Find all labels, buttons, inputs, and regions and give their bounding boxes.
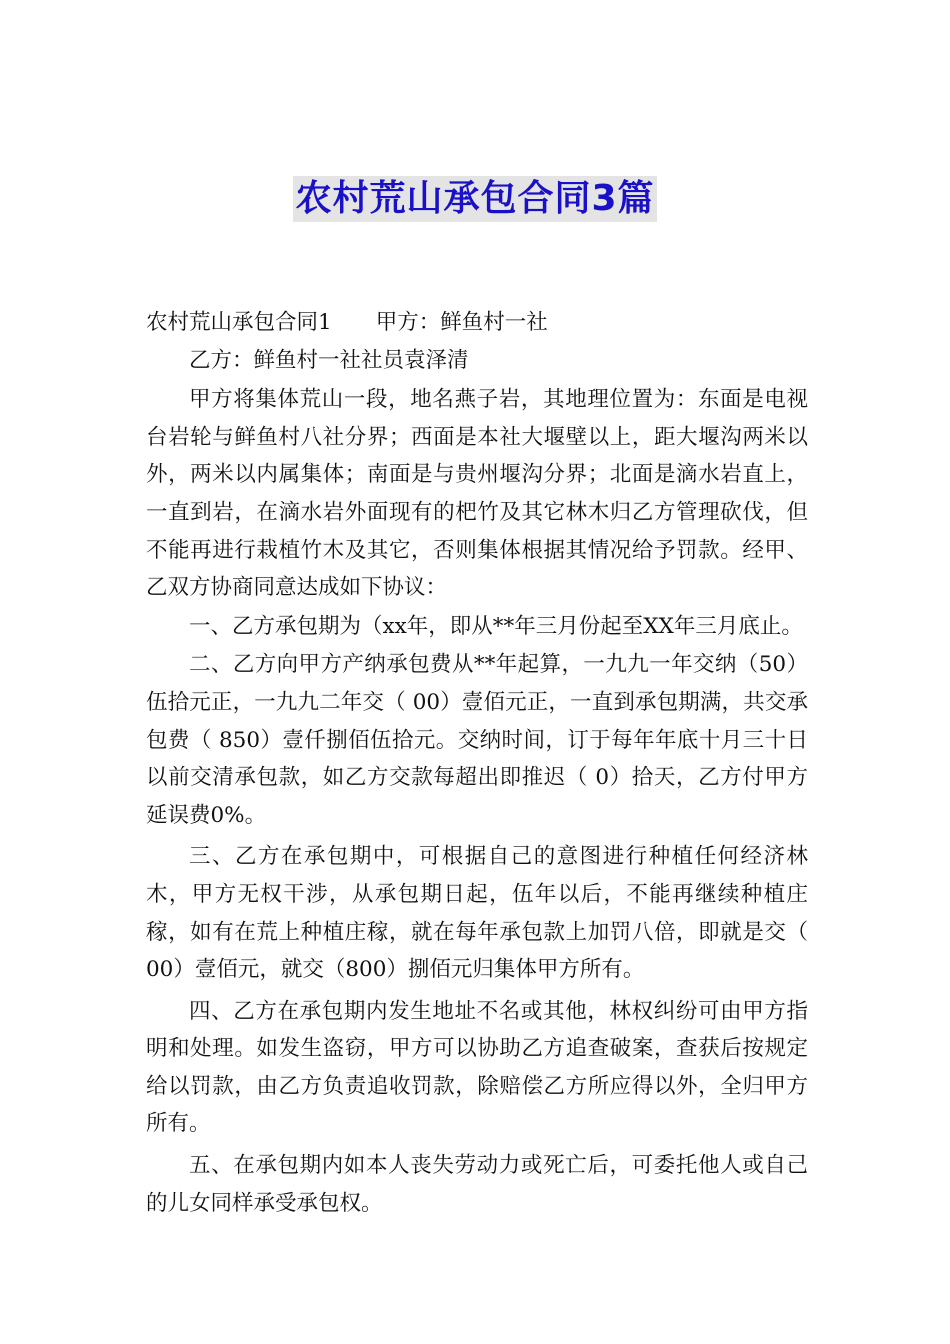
paragraph-clause-1: 一、乙方承包期为（xx年，即从**年三月份起至XX年三月底止。 bbox=[189, 613, 803, 639]
paragraph-location: 甲方将集体荒山一段，地名燕子岩，其地理位置为：东面是电视台岩轮与鲜鱼村八社分界；西面是本社大堰壁以上，距大堰沟两米以外，两米以内属集体；南面是与贵州堰沟分界；北面是滴水岩直上，一直到岩，在滴水岩外面现有的杷竹及其它林木归乙方管理砍伐，但不能再进行栽植竹木及其它，否则集体根据其情况给予罚款。经甲、乙双方协商同意达成如下协议： bbox=[146, 387, 808, 601]
contract-heading-line bbox=[146, 304, 808, 342]
party-b: 乙方：鲜鱼村一社社员袁泽清 bbox=[189, 347, 469, 373]
party-a: 甲方：鲜鱼村一社 bbox=[375, 310, 548, 335]
paragraph-clause-4: 四、乙方在承包期内发生地址不名或其他，林权纠纷可由甲方指明和处理。如发生盗窃，甲方可以协助乙方追查破案，查获后按规定给以罚款，由乙方负责追收罚款，除赔偿乙方所应得以外，全归甲方所有。 bbox=[146, 998, 808, 1137]
paragraph-clause-2: 二、乙方向甲方产纳承包费从**年起算，一九九一年交纳（50）伍拾元正，一九九二年交（ 00）壹佰元正，一直到承包期满，共交承包费（ 850）壹仟捌佰伍拾元。交纳时间，订于每年年底十月三十日以前交清承包款，如乙方交款每超出即推迟（ 0）拾天，乙方付甲方延误费0%。 bbox=[146, 652, 808, 828]
paragraph-clause-5: 五、在承包期内如本人丧失劳动力或死亡后，可委托他人或自己的儿女同样承受承包权。 bbox=[146, 1153, 808, 1216]
document-title: 农村荒山承包合同3篇 bbox=[293, 176, 656, 222]
paragraph-clause-3: 三、乙方在承包期中，可根据自己的意图进行种植任何经济林木，甲方无权干涉，从承包期日起，伍年以后，不能再继续种植庄稼，如有在荒上种植庄稼，就在每年承包款上加罚八倍，即就是交（ 00）壹佰元，就交（800）捌佰元归集体甲方所有。 bbox=[146, 844, 808, 983]
contract-heading: 农村荒山承包合同1 bbox=[146, 310, 332, 335]
document-body bbox=[146, 304, 808, 1222]
title-container bbox=[0, 176, 950, 222]
